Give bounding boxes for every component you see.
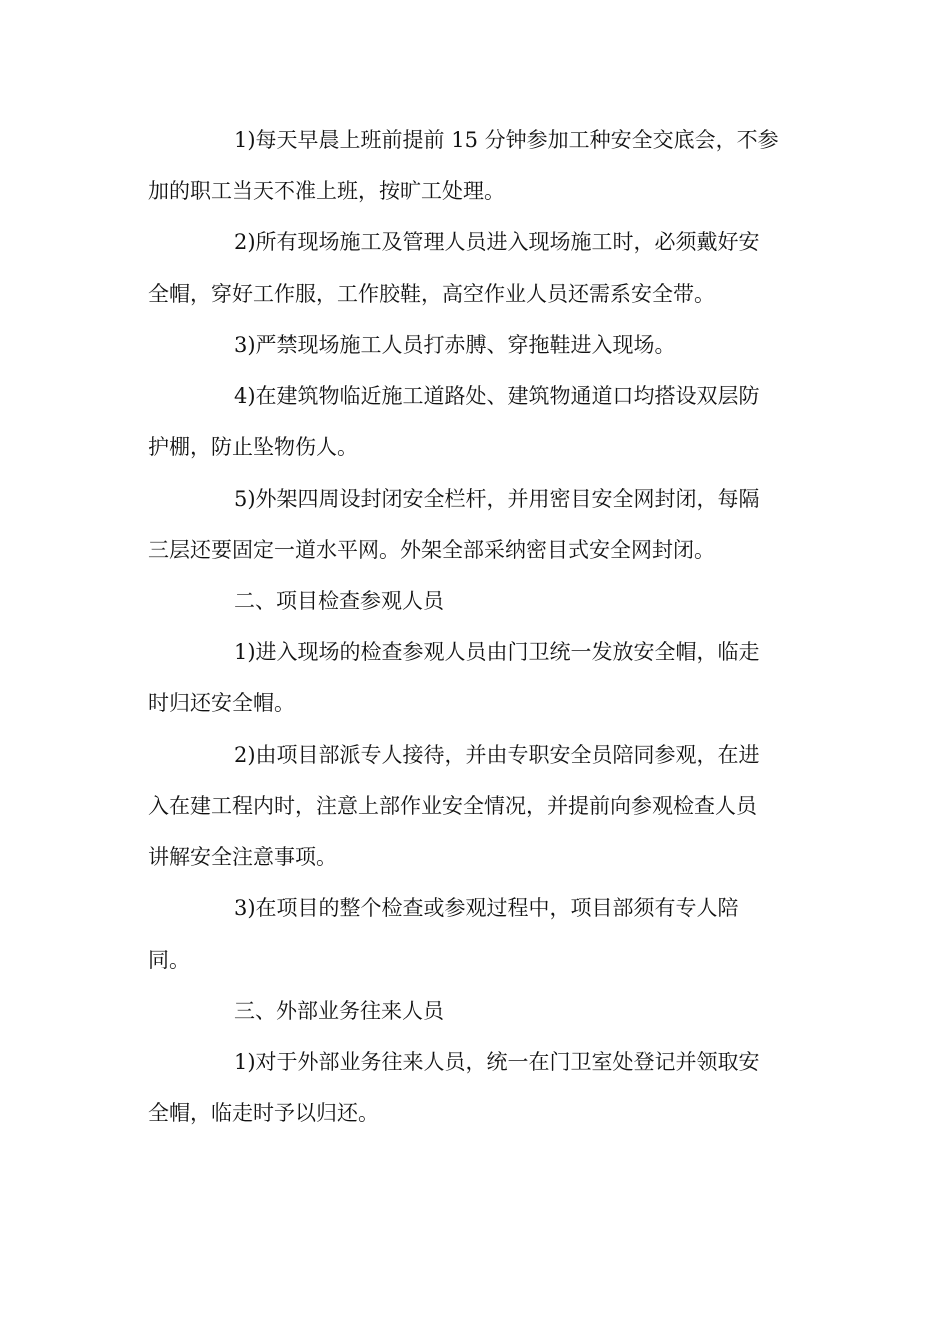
paragraph-line: 3)严禁现场施工人员打赤膊、穿拖鞋进入现场。 xyxy=(234,333,676,357)
paragraph-line: 5)外架四周设封闭安全栏杆，并用密目安全网封闭，每隔 xyxy=(234,487,760,511)
paragraph-line: 加的职工当天不准上班，按旷工处理。 xyxy=(148,179,505,203)
paragraph-line: 全帽，穿好工作服，工作胶鞋，高空作业人员还需系安全带。 xyxy=(148,282,715,306)
paragraph-line: 3)在项目的整个检查或参观过程中，项目部须有专人陪 xyxy=(234,896,739,920)
paragraph-line: 全帽，临走时予以归还。 xyxy=(148,1101,379,1125)
paragraph-line: 1)对于外部业务往来人员，统一在门卫室处登记并领取安 xyxy=(234,1050,760,1074)
section-heading: 三、外部业务往来人员 xyxy=(234,999,444,1023)
paragraph-line: 入在建工程内时，注意上部作业安全情况，并提前向参观检查人员 xyxy=(148,794,757,818)
paragraph-line: 2)由项目部派专人接待，并由专职安全员陪同参观，在进 xyxy=(234,743,760,767)
paragraph-line: 护棚，防止坠物伤人。 xyxy=(148,435,358,459)
paragraph-line: 1)每天早晨上班前提前 15 分钟参加工种安全交底会，不参 xyxy=(234,128,779,152)
paragraph-line: 三层还要固定一道水平网。外架全部采纳密目式安全网封闭。 xyxy=(148,538,715,562)
paragraph-line: 时归还安全帽。 xyxy=(148,691,295,715)
paragraph-line: 1)进入现场的检查参观人员由门卫统一发放安全帽，临走 xyxy=(234,640,760,664)
paragraph-line: 4)在建筑物临近施工道路处、建筑物通道口均搭设双层防 xyxy=(234,384,760,408)
paragraph-line: 同。 xyxy=(148,948,190,972)
paragraph-line: 2)所有现场施工及管理人员进入现场施工时，必须戴好安 xyxy=(234,230,760,254)
section-heading: 二、项目检查参观人员 xyxy=(234,589,444,613)
paragraph-line: 讲解安全注意事项。 xyxy=(148,845,337,869)
